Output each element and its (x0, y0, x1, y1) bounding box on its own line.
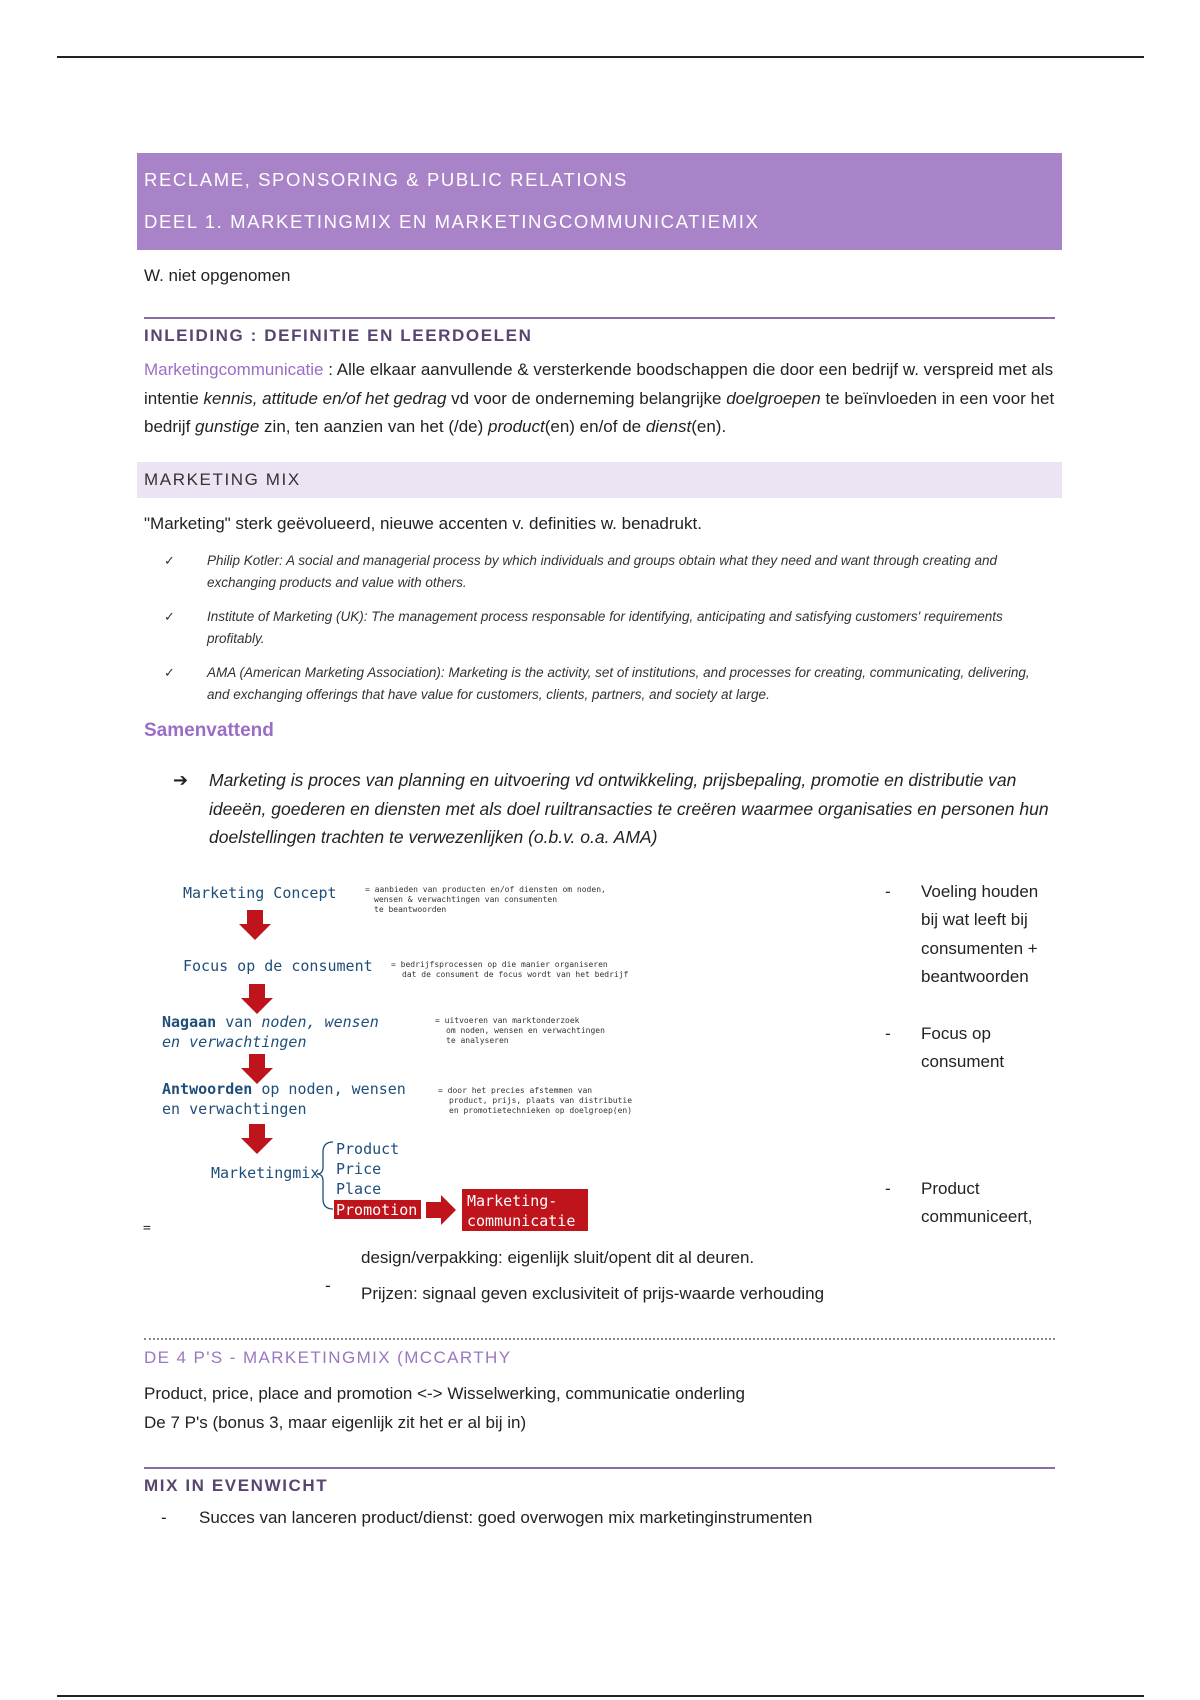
prijzen-line: Prijzen: signaal geven exclusiviteit of prijs-waarde verhouding (361, 1283, 825, 1303)
course-title: RECLAME, SPONSORING & PUBLIC RELATIONS (144, 169, 628, 190)
diagram-marketingmix-label: Marketingmix (211, 1163, 320, 1182)
diagram-step-marketing-concept: Marketing Concept (183, 883, 337, 902)
side-notes (885, 878, 1065, 1232)
heading-mix-evenwicht: MIX IN EVENWICHT (144, 1467, 1055, 1496)
down-arrow-icon (241, 984, 273, 1014)
brace-icon (317, 1142, 333, 1209)
diagram-note-3: om noden, wensen en verwachtingen (446, 1025, 605, 1035)
bottom-rule (57, 1695, 1144, 1697)
down-arrow-icon (241, 1124, 273, 1154)
part-title: DEEL 1. MARKETINGMIX EN MARKETINGCOMMUNICATIEMIX (144, 211, 760, 232)
down-arrow-icon (239, 910, 271, 940)
definition-term: Marketingcommunicatie (144, 360, 324, 379)
evenwicht-list (161, 1504, 1055, 1533)
list-item: ✓ Philip Kotler: A social and managerial process by which individuals and groups obtain what they need and want through creating and exchanging products and value with others. (164, 550, 1055, 594)
list-item: ✓ AMA (American Marketing Association): Marketing is the activity, set of institutions, and processes for creating, communicating, delivering, and exchanging offerings that have value for customers, clients, partners, and society at large. (164, 662, 1055, 706)
summary-text: Marketing is proces van planning en uitvoering vd ontwikkeling, prijsbepaling, promotie en distributie van ideeën, goederen en diensten met als doel ruiltransacties te creëren waarmee organisaties en personen hun doelstellingen trachten te verwezenlijken (o.b.v. o.a. AMA) (209, 770, 1049, 847)
heading-4-ps: DE 4 P'S - MARKETINGMIX (MCCARTHY (144, 1338, 1055, 1368)
list-item: - Succes van lanceren product/dienst: goed overwogen mix marketinginstrumenten (161, 1504, 1055, 1533)
check-icon: ✓ (164, 609, 175, 624)
diagram-note-4: product, prijs, plaats van distributie (449, 1095, 633, 1105)
diagram-note-3: = uitvoeren van marktonderzoek (435, 1015, 580, 1025)
four-ps-text: Product, price, place and promotion <-> Wisselwerking, communicatie onderling De 7 P's (bonus 3, maar eigenlijk zit het er al bij in) (144, 1384, 745, 1432)
diagram-step-nagaan: Nagaan van noden, wensen (162, 1012, 379, 1031)
dash-icon: - (885, 881, 891, 901)
diagram-note-3: te analyseren (446, 1035, 509, 1045)
diagram-result-line2: communicatie (467, 1211, 576, 1230)
list-item: - Voeling houden bij wat leeft bij consumenten + beantwoorden (885, 878, 1065, 992)
diagram-note-1: wensen & verwachtingen van consumenten (374, 894, 558, 904)
diagram-note-2: dat de consument de focus wordt van het bedrijf (402, 969, 629, 979)
diagram-step-antwoorden-line2: en verwachtingen (162, 1099, 307, 1118)
list-item: - Product communiceert, (885, 1175, 1065, 1232)
diagram-p-product: Product (336, 1139, 400, 1158)
diagram-step-antwoorden: Antwoorden op noden, wensen (162, 1079, 406, 1098)
diagram-note-2: = bedrijfsprocessen op die manier organiseren (391, 959, 608, 969)
list-item: ✓ Institute of Marketing (UK): The management process responsable for identifying, anticipating and satisfying customers' requirements profitably. (164, 606, 1055, 650)
diagram-equals: = (143, 1220, 151, 1236)
summary-item (173, 766, 1055, 852)
diagram-note-4: en promotietechnieken op doelgroep(en) (449, 1105, 633, 1115)
mix-lead: "Marketing" sterk geëvolueerd, nieuwe accenten v. definities w. benadrukt. (144, 513, 702, 533)
definition-paragraph: Marketingcommunicatie : Alle elkaar aanvullende & versterkende boodschappen die door een bedrijf w. verspreid met als intentie kennis, attitude en/of het gedrag vd voor de onderneming belangrijke doelgroepen te beïnvloeden in een voor het bedrijf gunstige zin, ten aanzien van het (/de) product(en) en/of de dienst(en). (144, 360, 1055, 436)
diagram-step-focus: Focus op de consument (183, 956, 373, 975)
definition-list (164, 550, 1055, 706)
diagram-note-1: = aanbieden van producten en/of diensten om noden, (365, 884, 606, 894)
document-page (137, 153, 1062, 1533)
dash-icon: - (325, 1275, 331, 1295)
title-bar (137, 153, 1062, 250)
summary-heading: Samenvattend (144, 720, 274, 741)
diagram-p-place: Place (336, 1179, 382, 1198)
list-item: - Focus op consument (885, 1020, 1065, 1077)
diagram-p-price: Price (336, 1159, 382, 1178)
diagram-p-promotion: Promotion (336, 1200, 418, 1219)
dash-icon: - (885, 1023, 891, 1043)
dash-icon: - (161, 1508, 167, 1527)
after-diagram-line1: design/verpakking: eigenlijk sluit/opent dit al deuren. (361, 1247, 755, 1267)
heading-marketing-mix: MARKETING MIX (137, 462, 1062, 498)
check-icon: ✓ (164, 665, 175, 680)
dash-icon: - (885, 1178, 891, 1198)
check-icon: ✓ (164, 553, 175, 568)
heading-inleiding: INLEIDING : DEFINITIE EN LEERDOELEN (144, 317, 1055, 346)
diagram-result-line1: Marketing- (467, 1191, 558, 1210)
right-arrow-icon (426, 1195, 456, 1225)
diagram-step-nagaan-line2: en verwachtingen (162, 1032, 307, 1051)
top-rule (57, 56, 1144, 58)
arrow-right-icon: ➔ (173, 770, 189, 790)
diagram-note-1: te beantwoorden (374, 904, 447, 914)
diagram-note-4: = door het precies afstemmen van (438, 1085, 593, 1095)
note-text: W. niet opgenomen (144, 266, 291, 285)
